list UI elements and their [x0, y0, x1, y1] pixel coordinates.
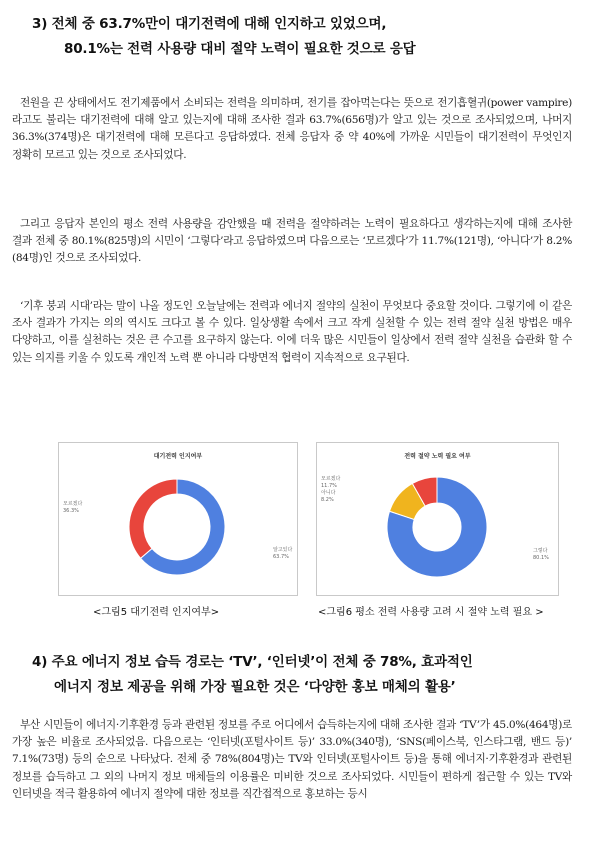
section4-heading-line2: 에너지 정보 제공을 위해 가장 필요한 것은 ‘다양한 홍보 매체의 활용’ — [54, 679, 456, 695]
chart-title: 대기전력 인지여부 — [153, 453, 203, 460]
section3-paragraph-1: 전원을 끈 상태에서도 전기제품에서 소비되는 전력을 의미하며, 전기를 잡아먹는다는 뜻으로 전기흡혈귀(power vampire)라고도 불리는 대기전력에 대해 알고 있는지에 대해 조사한 결과 63.7%(656명)가 알고 있는 것으로 조사되었으며, 나머지 36.3%(374명)은 대기전력에 대해 모른다고 응답하였다. 전체 응답자 중 약 40%에 가까운 시민들이 대기전력이 무엇인지 정확히 모르고 있는 것으로 조사되었다. — [12, 97, 572, 161]
section3-paragraph-3: ‘기후 붕괴 시대’라는 말이 나올 정도인 오늘날에는 전력과 에너지 절약의 실천이 무엇보다 중요할 것이다. 그렇기에 이 같은 조사 결과가 가지는 의의 역시도 크다고 볼 수 있다. 일상생활 속에서 크고 작게 실천할 수 있는 전력 절약 실천 방법은 매우 다양하고, 이를 실천하는 것은 큰 수고를 요구하지 않는다. 이에 더욱 많은 시민들이 일상에서 전력 절약 실천을 습관화 할 수 있는 의지를 키울 수 있도록 개인적 노력 뿐 아니라 다방면적 협력이 지속적으로 요구된다. — [12, 300, 572, 364]
donut-chart — [59, 443, 297, 595]
chart-power-saving-effort — [316, 442, 559, 596]
legend-label-know: 알고있다 63.7% — [273, 547, 293, 560]
donut-chart — [317, 443, 558, 595]
legend-labels-left: 모르겠다 11.7% 아니다 8.2% — [321, 476, 341, 503]
chart-standby-power-awareness — [58, 442, 298, 596]
donut-slice-1 — [129, 479, 177, 558]
figure6-caption: <그림6 평소 전력 사용량 고려 시 절약 노력 필요 > — [318, 607, 544, 618]
section4-heading-line1: 4) 주요 에너지 정보 습득 경로는 ‘TV’, ‘인터넷’이 전체 중 78%, 효과적인 — [32, 654, 473, 670]
section3-heading-line1: 3) 전체 중 63.7%만이 대기전력에 대해 인지하고 있었으며, — [32, 16, 387, 32]
legend-label-yes: 그렇다 80.1% — [533, 548, 549, 561]
figure5-caption: <그림5 대기전력 인지여부> — [93, 607, 220, 618]
legend-label-dont-know: 모르겠다 36.3% — [63, 501, 83, 514]
section4-heading — [32, 650, 572, 700]
section3-heading-line2: 80.1%는 전력 사용량 대비 절약 노력이 필요한 것으로 응답 — [64, 41, 416, 57]
section3-paragraph-2: 그리고 응답자 본인의 평소 전력 사용량을 감안했을 때 전력을 절약하려는 노력이 필요하다고 생각하는지에 대해 조사한 결과 전체 중 80.1%(825명)의 시민이 ‘그렇다’라고 응답하였으며 다음으로는 ‘모르겠다’가 11.7%(121명), ‘아니다’가 8.2%(84명)인 것으로 조사되었다. — [12, 218, 572, 265]
section4-paragraph-1: 부산 시민들이 에너지·기후환경 등과 관련된 정보를 주로 어디에서 습득하는지에 대해 조사한 결과 ‘TV’가 45.0%(464명)로 가장 높은 비율로 조사되었음. 다음으로는 ‘인터넷(포털사이트 등)’ 33.0%(340명), ‘SNS(페이스북, 인스타그램, 밴드 등)’ 7.1%(73명) 등의 순으로 나타났다. 전체 중 78%(804명)는 TV와 인터넷(포털사이트 등)을 통해 에너지·기후환경과 관련된 정보를 습득하고 그 외의 나머지 정보 매체들의 이용률은 미비한 것으로 조사되었다. 시민들이 편하게 접근할 수 있는 TV와 인터넷을 적극 활용하여 에너지 절약에 대한 정보를 직간접적으로 홍보하는 등시 — [12, 719, 572, 800]
chart-title: 전력 절약 노력 필요 여부 — [404, 453, 471, 460]
section3-heading — [32, 12, 572, 62]
